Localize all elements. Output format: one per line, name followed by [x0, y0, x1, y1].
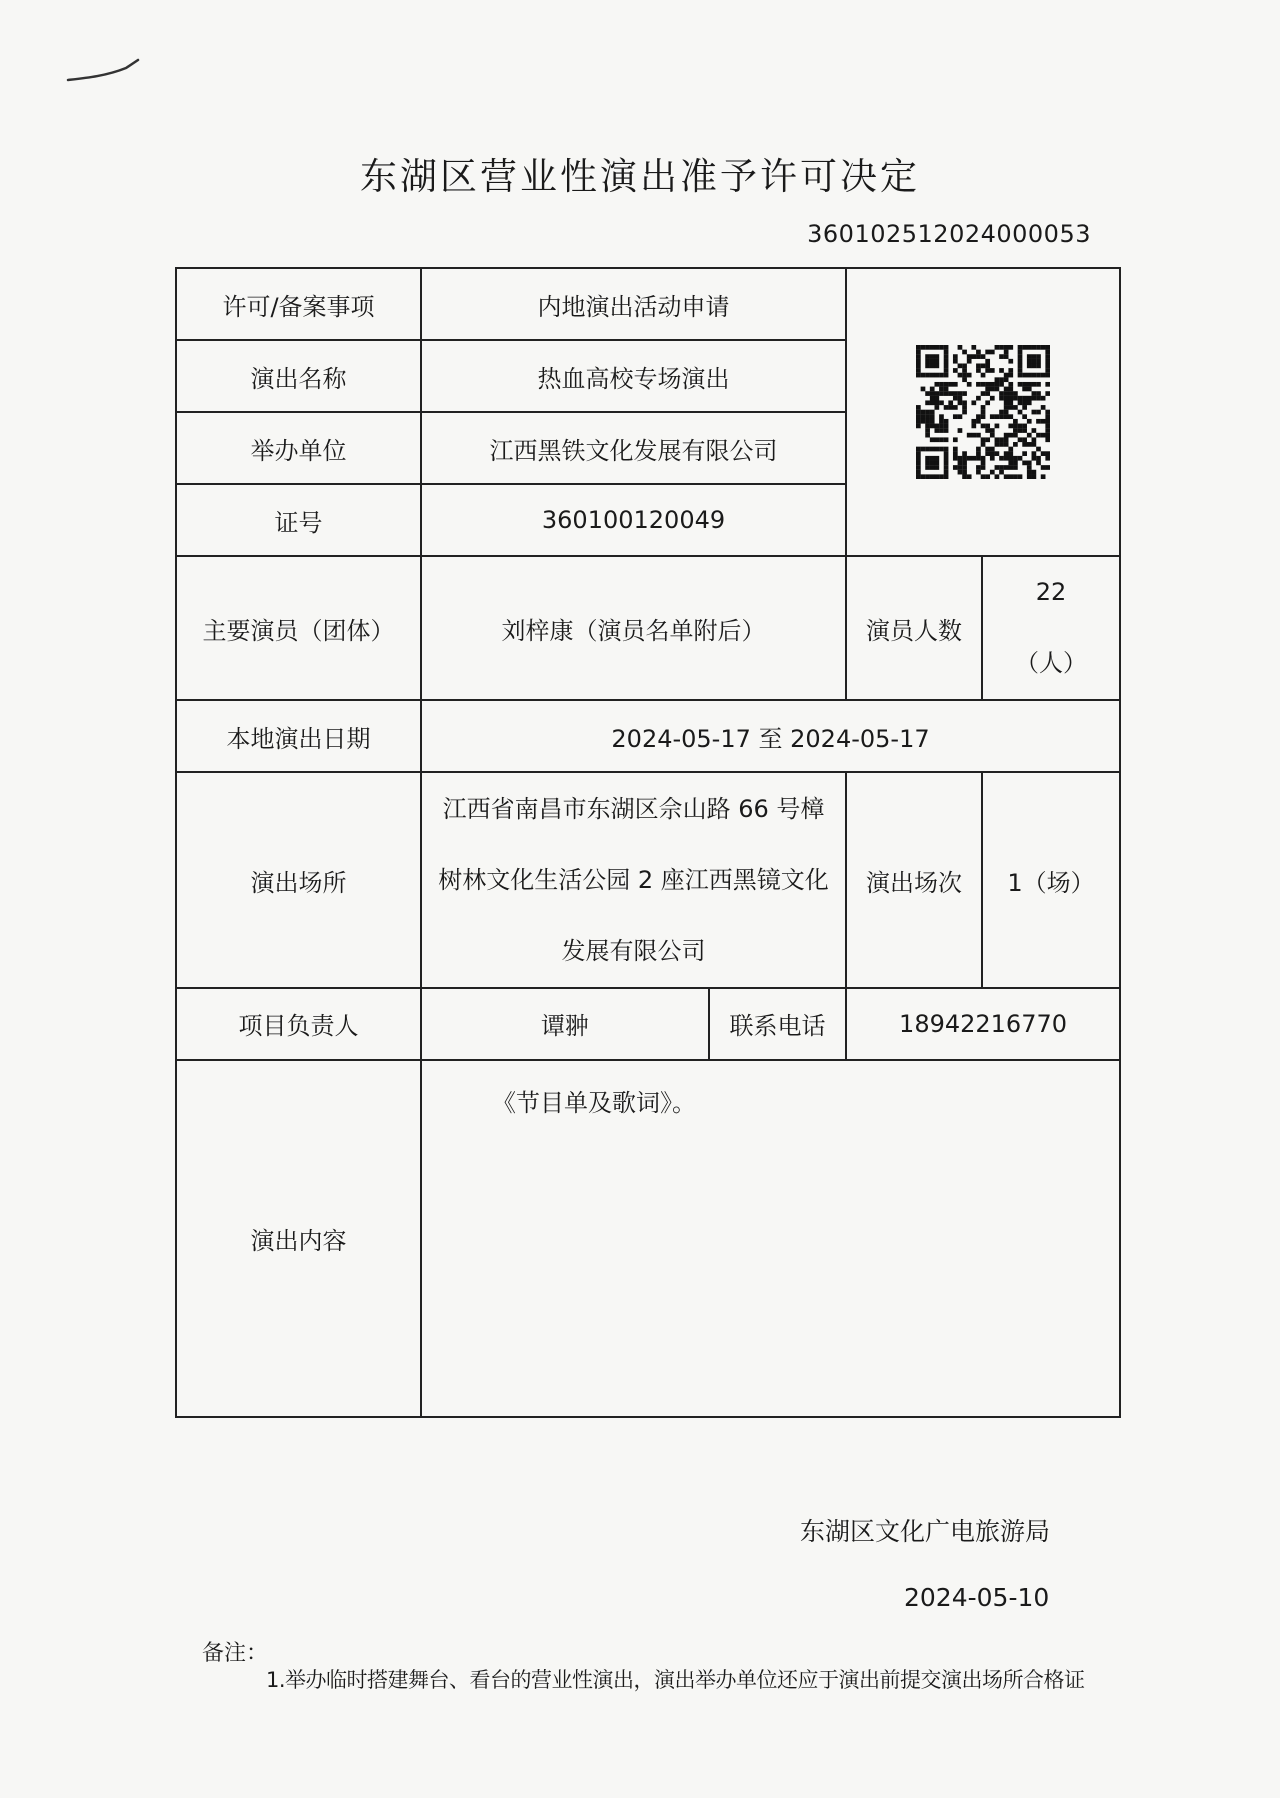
- document-number: 360102512024000053: [807, 220, 1091, 248]
- main-performers-label: 主要演员（团体）: [176, 556, 421, 700]
- venue-line: 发展有限公司: [561, 936, 706, 965]
- performer-count-cell: [982, 556, 1120, 700]
- venue-value: [421, 772, 846, 987]
- permit-table: [175, 267, 1121, 1418]
- qr-code-icon[interactable]: [916, 345, 1050, 479]
- organizer-label: 举办单位: [176, 412, 421, 484]
- show-name-value: 热血高校专场演出: [421, 340, 846, 412]
- local-dates-value: 2024-05-17 至 2024-05-17: [421, 700, 1120, 772]
- show-name-label: 演出名称: [176, 340, 421, 412]
- qr-code-cell: [846, 268, 1120, 556]
- sessions-label: 演出场次: [846, 772, 982, 987]
- license-label: 证号: [176, 484, 421, 556]
- performer-count-value: 22: [1035, 578, 1067, 607]
- manager-label: 项目负责人: [176, 988, 421, 1060]
- manager-value: 谭翀: [421, 988, 709, 1060]
- document-title: 东湖区营业性演出准予许可决定: [360, 155, 920, 198]
- permit-item-value: 内地演出活动申请: [421, 268, 846, 340]
- issue-date: 2024-05-10: [904, 1583, 1050, 1612]
- sessions-value: 1（场）: [982, 772, 1120, 987]
- issuing-authority: 东湖区文化广电旅游局: [800, 1517, 1051, 1546]
- performer-count-unit: （人）: [1015, 649, 1088, 678]
- local-dates-label: 本地演出日期: [176, 700, 421, 772]
- note-label: 备注：: [202, 1641, 269, 1666]
- venue-line: 江西省南昌市东湖区佘山路 66 号樟: [442, 794, 825, 823]
- pen-mark: [66, 56, 146, 86]
- phone-label: 联系电话: [709, 988, 846, 1060]
- venue-line: 树林文化生活公园 2 座江西黑镜文化: [438, 865, 829, 894]
- phone-value: 18942216770: [846, 988, 1120, 1060]
- content-label: 演出内容: [176, 1060, 421, 1417]
- venue-label: 演出场所: [176, 772, 421, 987]
- permit-item-label: 许可/备案事项: [176, 268, 421, 340]
- content-value: 《节目单及歌词》。: [421, 1060, 1120, 1417]
- organizer-value: 江西黑铁文化发展有限公司: [421, 412, 846, 484]
- license-value: 360100120049: [421, 484, 846, 556]
- main-performers-value: 刘梓康（演员名单附后）: [421, 556, 846, 700]
- note-text: 1.举办临时搭建舞台、看台的营业性演出，演出举办单位还应于演出前提交演出场所合格证: [266, 1668, 1085, 1692]
- performer-count-label: 演员人数: [846, 556, 982, 700]
